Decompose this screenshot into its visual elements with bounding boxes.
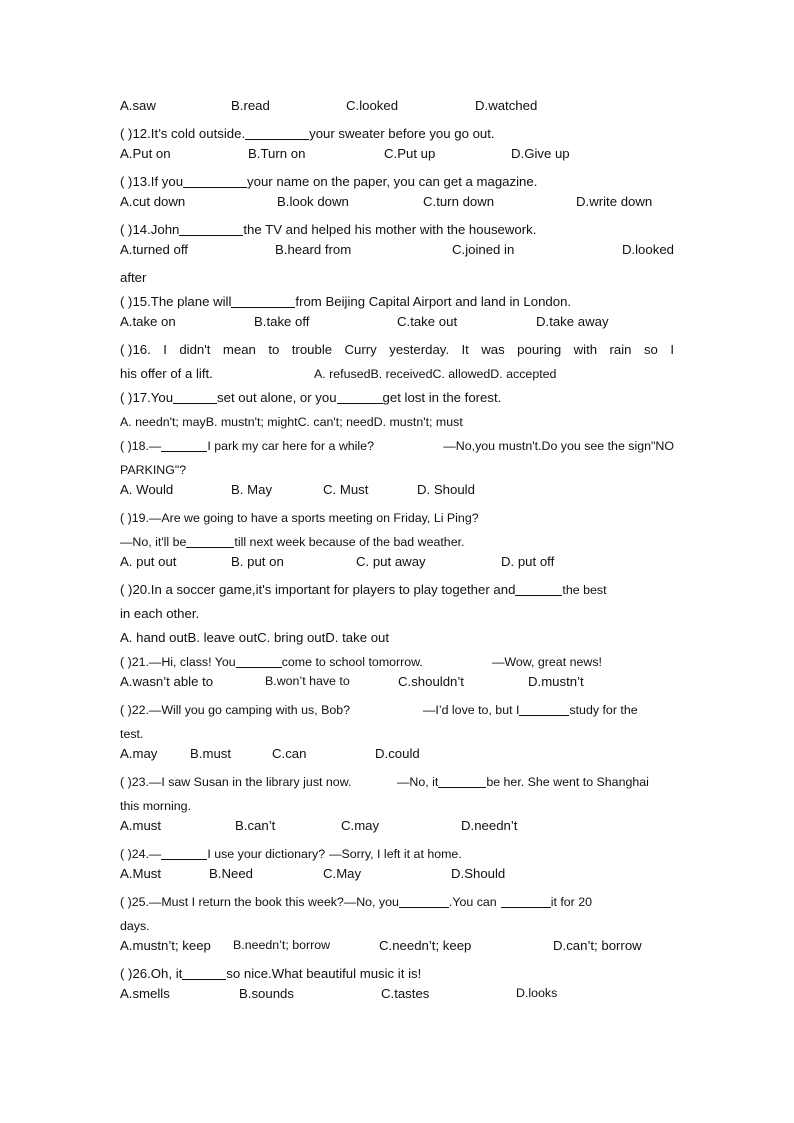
q22-option-a: A.may bbox=[120, 746, 158, 761]
q13-text-before: If you bbox=[150, 174, 184, 189]
q23-option-b: B.can’t bbox=[235, 818, 276, 833]
q26-option-a: A.smells bbox=[120, 986, 170, 1001]
q16-number: ( )16. bbox=[120, 342, 151, 357]
q13-option-a: A.cut down bbox=[120, 194, 186, 209]
q14-option-b: B.heard from bbox=[275, 242, 352, 257]
q25-option-c: C.needn’t; keep bbox=[379, 938, 472, 953]
q21-option-d: D.mustn’t bbox=[528, 674, 584, 689]
q18-blank bbox=[161, 437, 207, 452]
q15-options bbox=[120, 314, 674, 338]
q25-blank-2 bbox=[501, 893, 551, 908]
q12-option-b: B.Turn on bbox=[248, 146, 306, 161]
q20-options: A. hand outB. leave outC. bring outD. take out bbox=[120, 630, 390, 645]
q13-option-b: B.look down bbox=[277, 194, 349, 209]
q17-question bbox=[120, 386, 674, 410]
q25-options bbox=[120, 938, 674, 962]
q22-number: ( )22. bbox=[120, 703, 149, 717]
q25-option-d: D.can’t; borrow bbox=[553, 938, 642, 953]
q23-text-before: —I saw Susan in the library just now. bbox=[148, 775, 352, 789]
q20-question bbox=[120, 578, 674, 602]
q12-text-after: your sweater before you go out. bbox=[309, 126, 495, 141]
q24-question bbox=[120, 842, 674, 866]
q26-option-b: B.sounds bbox=[239, 986, 294, 1001]
q24-dash: — bbox=[148, 847, 162, 861]
q19-text-before: —No, it'll be bbox=[120, 535, 187, 549]
q21-number: ( )21. bbox=[120, 655, 149, 669]
q12-blank bbox=[245, 125, 309, 140]
q25-question bbox=[120, 890, 674, 914]
q14-options bbox=[120, 242, 674, 266]
q14-blank bbox=[179, 221, 243, 236]
q18-text-after: I park my car here for a while? bbox=[207, 439, 374, 453]
q16-word: didn't bbox=[179, 342, 211, 357]
q13-option-c: C.turn down bbox=[423, 194, 495, 209]
q12-text-before: It’s cold outside. bbox=[150, 126, 246, 141]
q26-text-before: Oh, it bbox=[150, 966, 183, 981]
q16-word: I bbox=[163, 342, 167, 357]
q18-option-a: A. Would bbox=[120, 482, 174, 497]
q22-reply: —I’d love to, but I bbox=[423, 703, 520, 717]
q13-blank bbox=[183, 173, 247, 188]
q15-number: ( )15. bbox=[120, 294, 151, 309]
q21-option-b: B.won’t have to bbox=[265, 674, 350, 688]
q14-option-c: C.joined in bbox=[452, 242, 515, 257]
q18-option-b: B. May bbox=[231, 482, 273, 497]
q17-text-after: get lost in the forest. bbox=[382, 390, 502, 405]
q12-option-a: A.Put on bbox=[120, 146, 171, 161]
q20-number: ( )20. bbox=[120, 582, 151, 597]
q20-question-continued: in each other. bbox=[120, 606, 200, 621]
q22-option-c: C.can bbox=[272, 746, 307, 761]
q21-option-a: A.wasn’t able to bbox=[120, 674, 214, 689]
q19-option-a: A. put out bbox=[120, 554, 177, 569]
q19-text-line1: —Are we going to have a sports meeting on Friday, Li Ping? bbox=[148, 511, 479, 525]
q13-number: ( )13. bbox=[120, 174, 151, 189]
q23-text-after: be her. She went to Shanghai bbox=[486, 775, 649, 789]
q17-options: A. needn't; mayB. mustn't; mightC. can't; needD. mustn't; must bbox=[120, 415, 463, 429]
q23-option-d: D.needn’t bbox=[461, 818, 518, 833]
q26-question bbox=[120, 962, 674, 986]
q15-text-before: The plane will bbox=[150, 294, 232, 309]
q21-blank bbox=[236, 653, 282, 668]
q21-options bbox=[120, 674, 674, 698]
q24-reply: —Sorry, I left it at home. bbox=[329, 847, 462, 861]
q15-option-b: B.take off bbox=[254, 314, 310, 329]
q15-text-after: from Beijing Capital Airport and land in London. bbox=[295, 294, 572, 309]
q11-option-c: C.looked bbox=[346, 98, 399, 113]
q16-options: A. refusedB. receivedC. allowedD. accepted bbox=[314, 367, 557, 381]
q16-word: I bbox=[670, 342, 674, 357]
q14-text-before: John bbox=[150, 222, 180, 237]
q16-word: rain bbox=[609, 342, 632, 357]
q22-reply-group bbox=[423, 698, 638, 722]
q22-blank bbox=[519, 701, 569, 716]
q18-number: ( )18. bbox=[120, 439, 149, 453]
q18-dash: — bbox=[148, 439, 162, 453]
q25-text-after: it for 20 bbox=[550, 895, 593, 909]
q23-option-c: C.may bbox=[341, 818, 380, 833]
q23-reply-group bbox=[397, 770, 649, 794]
q21-question bbox=[120, 650, 674, 674]
q26-number: ( )26. bbox=[120, 966, 151, 981]
q24-number: ( )24. bbox=[120, 847, 149, 861]
q13-question bbox=[120, 170, 674, 194]
q12-options bbox=[120, 146, 674, 170]
q13-option-d: D.write down bbox=[576, 194, 653, 209]
q26-blank bbox=[182, 965, 226, 980]
q18-question-continued: PARKING"? bbox=[120, 463, 187, 477]
q25-number: ( )25. bbox=[120, 895, 149, 909]
q25-text-before: —Must I return the book this week?—No, you bbox=[148, 895, 399, 909]
q19-option-c: C. put away bbox=[356, 554, 426, 569]
q26-options bbox=[120, 986, 674, 1010]
q16-word: was bbox=[481, 342, 505, 357]
q16-word: with bbox=[573, 342, 598, 357]
q12-question bbox=[120, 122, 674, 146]
q12-number: ( )12. bbox=[120, 126, 151, 141]
q22-text-after: study for the bbox=[569, 703, 638, 717]
q25-blank-1 bbox=[399, 893, 449, 908]
q23-reply: —No, it bbox=[397, 775, 439, 789]
q24-blank bbox=[161, 845, 207, 860]
q24-option-c: C.May bbox=[323, 866, 362, 881]
q12-option-d: D.Give up bbox=[511, 146, 570, 161]
q16-word: to bbox=[268, 342, 280, 357]
q26-option-d: D.looks bbox=[516, 986, 558, 1000]
q19-option-d: D. put off bbox=[501, 554, 555, 569]
q17-text-before: You bbox=[150, 390, 174, 405]
q16-text-line2: his offer of a lift. bbox=[120, 366, 213, 381]
q22-question bbox=[120, 698, 674, 722]
q24-options bbox=[120, 866, 674, 890]
q25-question-continued: days. bbox=[120, 919, 150, 933]
q18-option-d: D. Should bbox=[417, 482, 475, 497]
q16-word: so bbox=[643, 342, 658, 357]
q16-question-continued bbox=[120, 362, 674, 386]
q15-question bbox=[120, 290, 674, 314]
q19-question bbox=[120, 506, 674, 530]
q24-option-d: D.Should bbox=[451, 866, 506, 881]
q18-question bbox=[120, 434, 674, 458]
q18-reply: —No,you mustn't.Do you see the sign"NO bbox=[443, 439, 674, 453]
q26-option-c: C.tastes bbox=[381, 986, 430, 1001]
q16-word: Curry bbox=[344, 342, 377, 357]
q15-option-d: D.take away bbox=[536, 314, 609, 329]
q16-word: pouring bbox=[517, 342, 562, 357]
q15-blank bbox=[231, 293, 295, 308]
q19-options bbox=[120, 554, 674, 578]
q22-option-d: D.could bbox=[375, 746, 420, 761]
q19-option-b: B. put on bbox=[231, 554, 284, 569]
q23-question-continued: this morning. bbox=[120, 799, 191, 813]
q16-word: mean bbox=[222, 342, 256, 357]
q14-option-d-continued: after bbox=[120, 270, 147, 285]
q24-option-b: B.Need bbox=[209, 866, 253, 881]
q24-text-after: I use your dictionary? bbox=[207, 847, 326, 861]
q14-question bbox=[120, 218, 674, 242]
q16-word: trouble bbox=[291, 342, 333, 357]
q25-option-a: A.mustn’t; keep bbox=[120, 938, 211, 953]
q25-option-b: B.needn’t; borrow bbox=[233, 938, 331, 952]
q19-blank bbox=[186, 533, 234, 548]
q17-text-mid: set out alone, or you bbox=[217, 390, 337, 405]
q25-text-mid: .You can bbox=[448, 895, 497, 909]
q13-options bbox=[120, 194, 674, 218]
worksheet-page bbox=[120, 98, 674, 1010]
q23-number: ( )23. bbox=[120, 775, 149, 789]
q11-options bbox=[120, 98, 674, 122]
q17-number: ( )17. bbox=[120, 390, 151, 405]
q22-text-before: —Will you go camping with us, Bob? bbox=[148, 703, 351, 717]
q11-option-d: D.watched bbox=[475, 98, 538, 113]
q18-option-c: C. Must bbox=[323, 482, 369, 497]
q11-option-b: B.read bbox=[231, 98, 270, 113]
q11-option-a: A.saw bbox=[120, 98, 156, 113]
q12-option-c: C.Put up bbox=[384, 146, 436, 161]
q16-question bbox=[120, 338, 674, 362]
q19-reply bbox=[120, 530, 674, 554]
q23-question bbox=[120, 770, 674, 794]
q22-question-continued: test. bbox=[120, 727, 144, 741]
q23-options bbox=[120, 818, 674, 842]
q23-option-a: A.must bbox=[120, 818, 162, 833]
q17-blank-1 bbox=[173, 389, 217, 404]
q14-number: ( )14. bbox=[120, 222, 151, 237]
q24-option-a: A.Must bbox=[120, 866, 162, 881]
q22-options bbox=[120, 746, 674, 770]
q19-text-after: till next week because of the bad weather. bbox=[234, 535, 465, 549]
q16-word: yesterday. bbox=[389, 342, 450, 357]
q19-number: ( )19. bbox=[120, 511, 149, 525]
q15-option-a: A.take on bbox=[120, 314, 176, 329]
q16-word: It bbox=[461, 342, 469, 357]
q21-option-c: C.shouldn’t bbox=[398, 674, 464, 689]
q20-blank bbox=[515, 581, 562, 596]
q21-text-after: come to school tomorrow. bbox=[281, 655, 423, 669]
q20-text-after: the best bbox=[562, 583, 607, 597]
q14-option-d: D.looked bbox=[621, 242, 674, 257]
q15-option-c: C.take out bbox=[397, 314, 458, 329]
q21-reply: —Wow, great news! bbox=[492, 655, 602, 669]
q18-options bbox=[120, 482, 674, 506]
q14-option-a: A.turned off bbox=[120, 242, 188, 257]
q20-text-before: In a soccer game,it's important for players to play together and bbox=[150, 582, 516, 597]
q22-option-b: B.must bbox=[190, 746, 232, 761]
q17-blank-2 bbox=[337, 389, 383, 404]
q21-text-before: —Hi, class! You bbox=[148, 655, 236, 669]
q14-text-after: the TV and helped his mother with the housework. bbox=[243, 222, 537, 237]
q13-text-after: your name on the paper, you can get a magazine. bbox=[247, 174, 538, 189]
q26-text-after: so nice.What beautiful music it is! bbox=[226, 966, 422, 981]
q23-blank bbox=[438, 773, 486, 788]
